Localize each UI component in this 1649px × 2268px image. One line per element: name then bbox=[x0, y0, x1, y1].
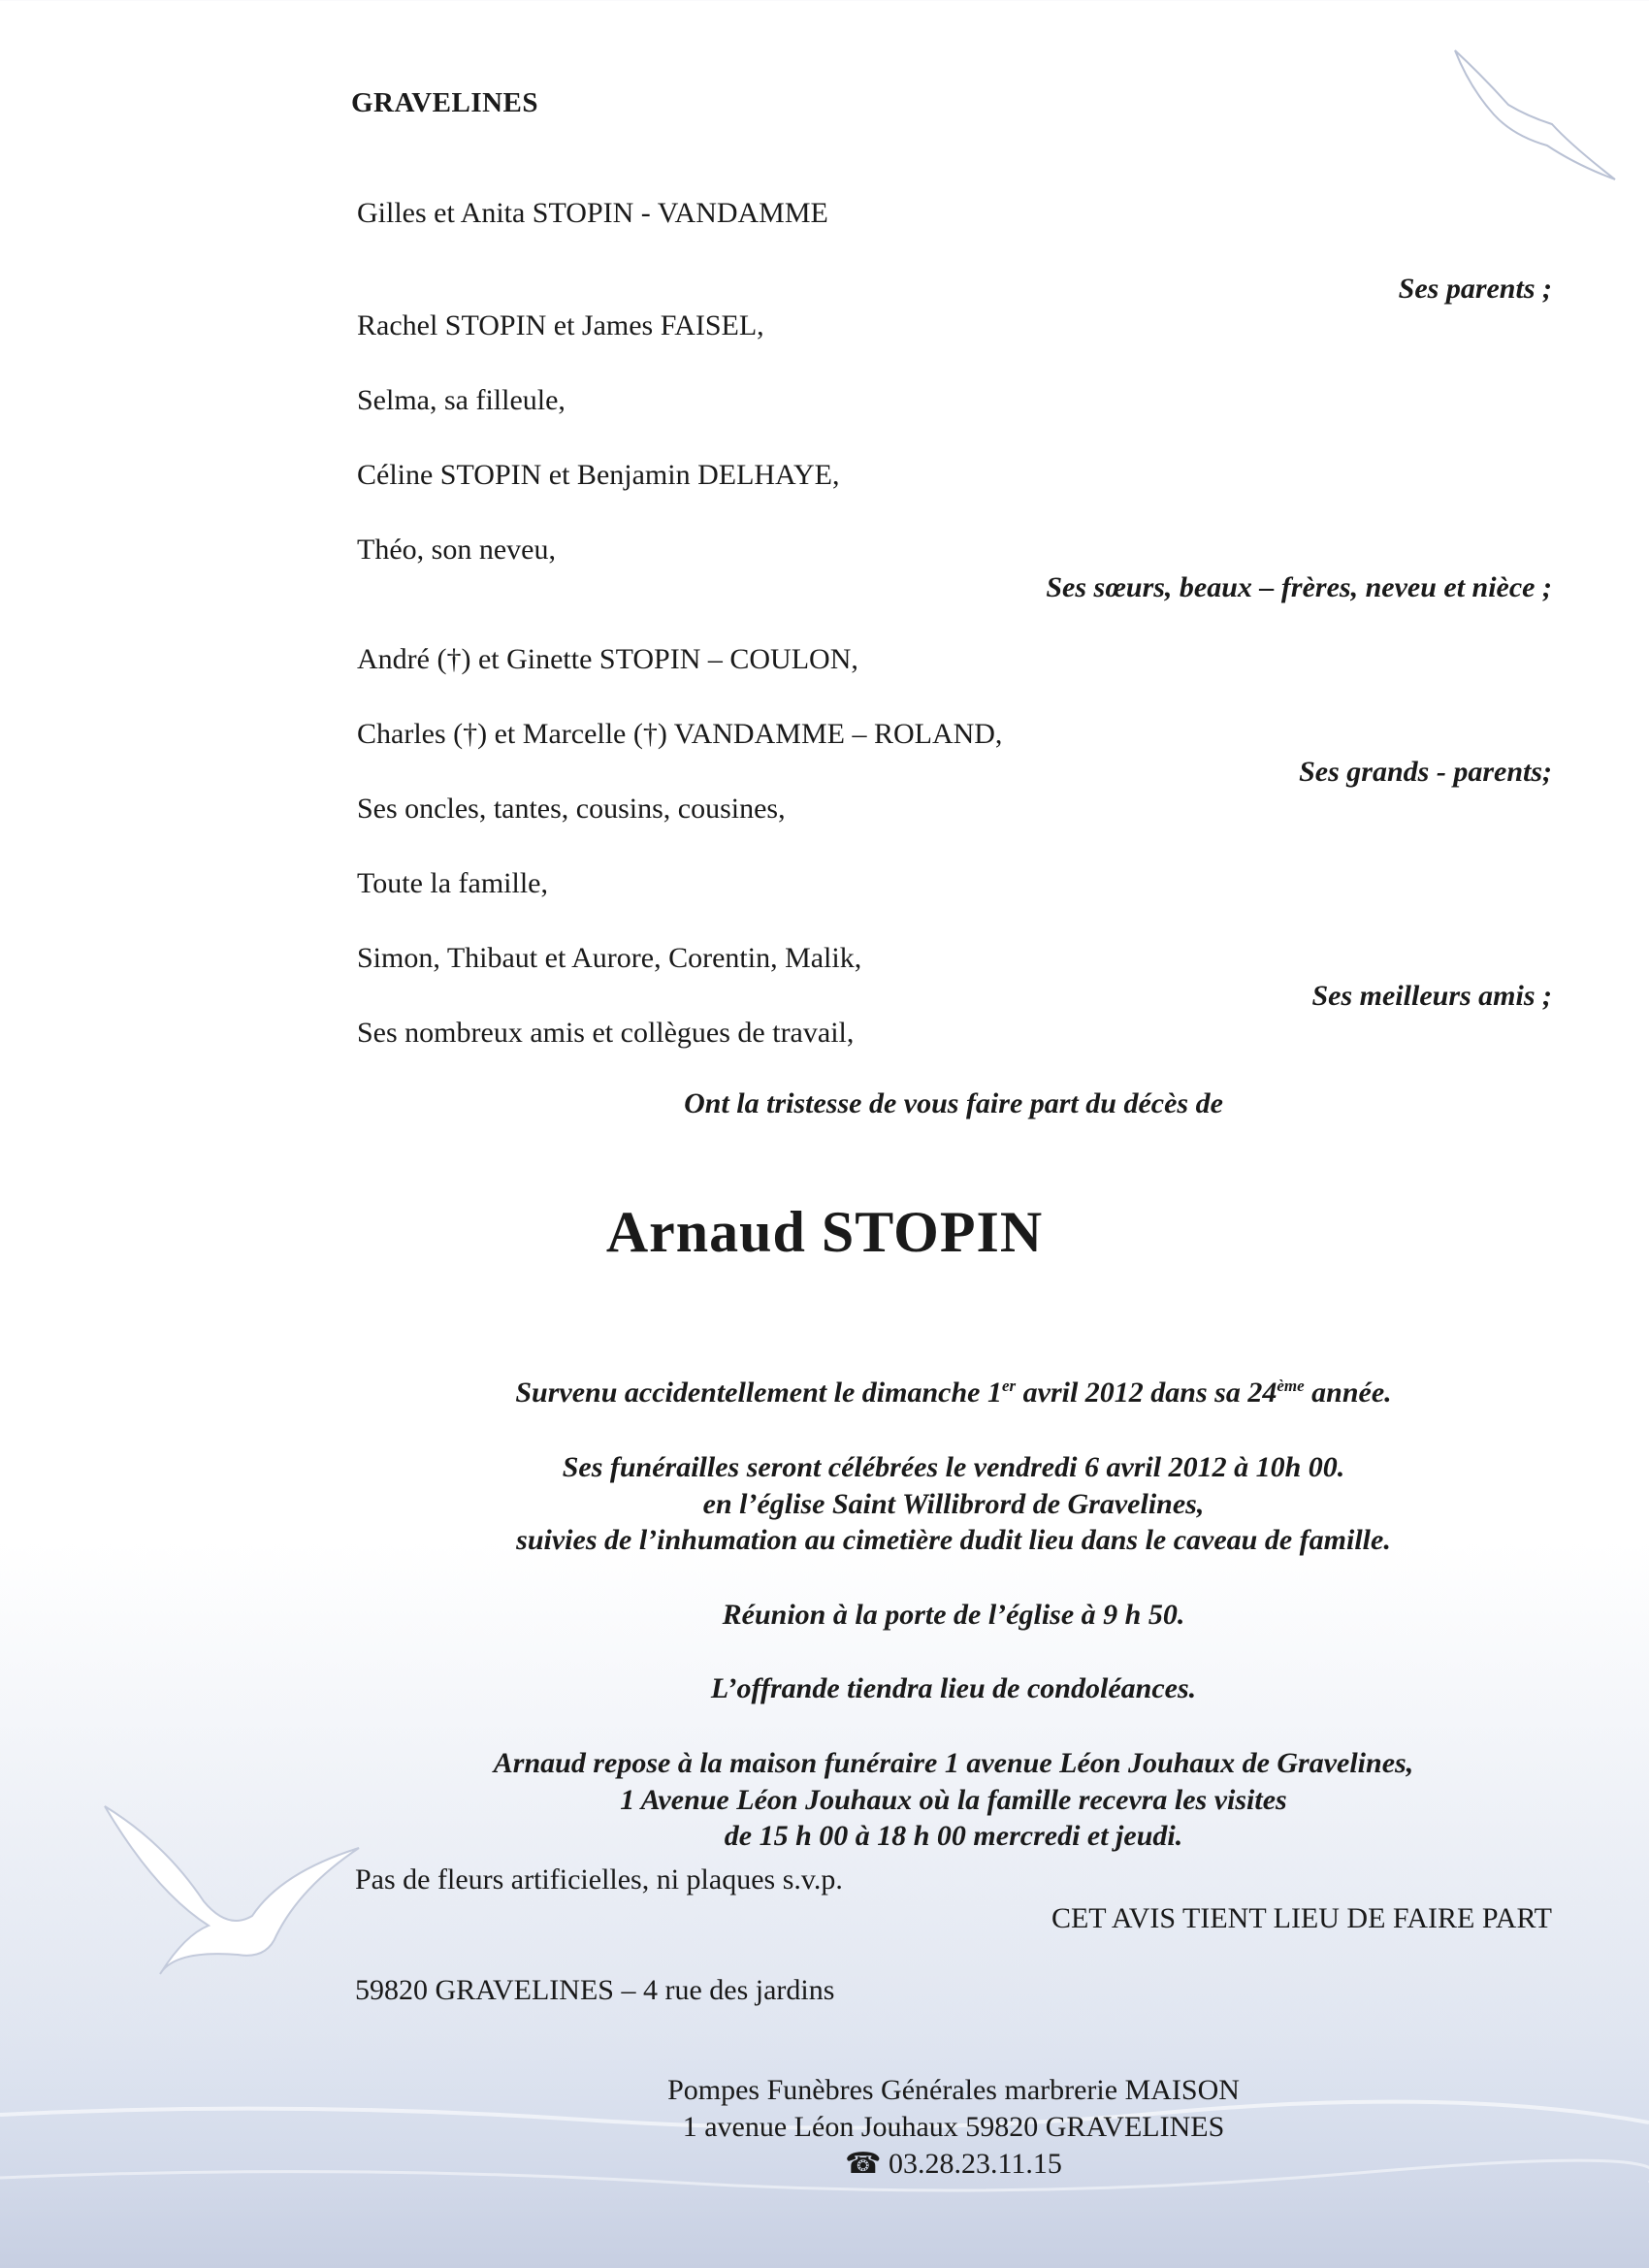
death-superscript: ème bbox=[1277, 1377, 1305, 1395]
no-flowers-note: Pas de fleurs artificielles, ni plaques s.v.p. bbox=[355, 1863, 843, 1895]
meeting-line: Réunion à la porte de l’église à 9 h 50. bbox=[722, 1599, 1185, 1631]
death-text: année. bbox=[1304, 1377, 1392, 1409]
funeral-line: suivies de l’inhumation au cimetière dudit lieu dans le caveau de famille. bbox=[516, 1524, 1391, 1556]
funeral-line: Ses funérailles seront célébrées le vendredi 6 avril 2012 à 10h 00. bbox=[562, 1451, 1345, 1483]
death-details bbox=[0, 1376, 1649, 1410]
grandparents-line: Charles (†) et Marcelle (†) VANDAMME – ROLAND, bbox=[357, 718, 1003, 750]
announcement-intro: Ont la tristesse de vous faire part du décès de bbox=[684, 1087, 1223, 1119]
phone-number: 03.28.23.11.15 bbox=[888, 2148, 1062, 2180]
colleagues-line: Ses nombreux amis et collègues de travail, bbox=[357, 1017, 855, 1049]
sibling-line: Selma, sa filleule, bbox=[357, 384, 566, 416]
funeral-home-address: 1 avenue Léon Jouhaux 59820 GRAVELINES bbox=[682, 2111, 1225, 2143]
siblings-label: Ses sœurs, beaux – frères, neveu et nièce ; bbox=[1046, 571, 1552, 603]
friends-label: Ses meilleurs amis ; bbox=[1311, 980, 1552, 1012]
rest-line: de 15 h 00 à 18 h 00 mercredi et jeudi. bbox=[724, 1820, 1183, 1852]
phone-line bbox=[0, 2147, 1649, 2182]
grandparents-line: André (†) et Ginette STOPIN – COULON, bbox=[357, 643, 858, 675]
funeral-line: en l’église Saint Willibrord de Gravelines, bbox=[702, 1488, 1205, 1520]
rest-line: 1 Avenue Léon Jouhaux où la famille recevra les visites bbox=[620, 1784, 1287, 1816]
seagull-small bbox=[1455, 50, 1615, 179]
death-superscript: er bbox=[1001, 1377, 1017, 1395]
parents-label: Ses parents ; bbox=[1398, 273, 1552, 305]
grandparents-label: Ses grands - parents; bbox=[1299, 756, 1552, 788]
phone-icon: ☎ bbox=[845, 2148, 882, 2180]
offering-line: L’offrande tiendra lieu de condoléances. bbox=[710, 1672, 1197, 1704]
funeral-home-name: Pompes Funèbres Générales marbrerie MAISON bbox=[667, 2074, 1240, 2106]
sibling-line: Théo, son neveu, bbox=[357, 534, 556, 566]
relatives-line: Toute la famille, bbox=[357, 867, 548, 899]
death-text: Survenu accidentellement le dimanche 1 bbox=[515, 1377, 1002, 1409]
notice-line: CET AVIS TIENT LIEU DE FAIRE PART bbox=[1051, 1902, 1552, 1934]
sibling-line: Céline STOPIN et Benjamin DELHAYE, bbox=[357, 459, 840, 491]
parents-names: Gilles et Anita STOPIN - VANDAMME bbox=[357, 197, 828, 229]
relatives-line: Ses oncles, tantes, cousins, cousines, bbox=[357, 793, 786, 825]
deceased-name: Arnaud STOPIN bbox=[605, 1200, 1044, 1264]
friends-names: Simon, Thibaut et Aurore, Corentin, Malik, bbox=[357, 942, 862, 974]
family-address: 59820 GRAVELINES – 4 rue des jardins bbox=[355, 1974, 835, 2006]
city-header: GRAVELINES bbox=[351, 87, 539, 118]
rest-line: Arnaud repose à la maison funéraire 1 avenue Léon Jouhaux de Gravelines, bbox=[493, 1747, 1414, 1779]
sibling-line: Rachel STOPIN et James FAISEL, bbox=[357, 309, 764, 341]
death-text: avril 2012 dans sa 24 bbox=[1016, 1377, 1277, 1409]
